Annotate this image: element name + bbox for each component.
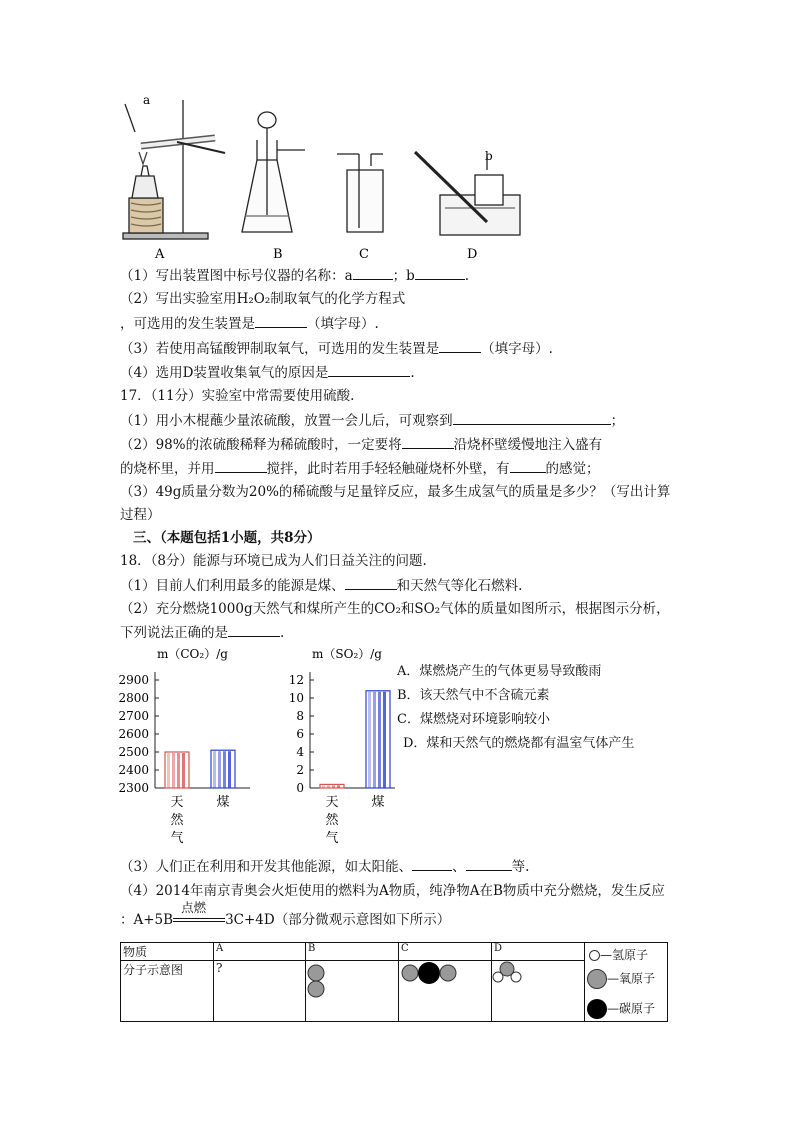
option-b: B．该天然气中不含硫元素 bbox=[397, 688, 550, 703]
y-tick-label: 0 bbox=[296, 781, 304, 795]
blank-energy[interactable] bbox=[345, 575, 397, 590]
table-row-label: 分子示意图 bbox=[121, 961, 214, 1022]
bar-shade bbox=[378, 692, 381, 788]
bar-shade bbox=[322, 785, 325, 788]
bar-shade bbox=[213, 751, 216, 788]
q17-part2b: 的烧杯里，并用 搅拌，此时若用手轻轻触碰烧杯外壁，有 的感觉； bbox=[120, 458, 600, 479]
option-d: D．煤和天然气的燃烧都有温室气体产生 bbox=[403, 736, 635, 751]
bar-shade bbox=[327, 785, 330, 788]
bar-shade bbox=[182, 753, 185, 788]
chart-title-0: m（CO₂）/g bbox=[157, 647, 228, 661]
y-tick-label: 8 bbox=[296, 709, 304, 723]
atom-legend: —氢原子 —氧原子 —碳原子 bbox=[585, 943, 668, 1022]
bar-shade bbox=[368, 692, 371, 788]
label-B: B bbox=[273, 247, 283, 262]
table-header-b: B bbox=[306, 943, 399, 961]
option-a: A．煤燃烧产生的气体更易导致酸雨 bbox=[397, 664, 602, 679]
label-D: D bbox=[467, 247, 478, 262]
q17-part3: （3）49g质量分数为20%的稀硫酸与足量锌反应，最多生成氢气的质量是多少？（写出计算 bbox=[120, 484, 671, 500]
blank-a[interactable] bbox=[353, 265, 393, 280]
option-c: C．煤燃烧对环境影响较小 bbox=[397, 712, 550, 727]
table-header-c: C bbox=[399, 943, 492, 961]
blank-correct[interactable] bbox=[228, 622, 280, 637]
blank-reason[interactable] bbox=[328, 362, 410, 377]
bar-shade bbox=[177, 753, 180, 788]
y-tick-label: 2800 bbox=[118, 691, 149, 705]
table-header-d: D bbox=[492, 943, 585, 961]
q18-part3: （3）人们正在利用和开发其他能源，如太阳能、 、 等. bbox=[120, 856, 529, 877]
blank-energy-2[interactable] bbox=[412, 856, 452, 871]
blank-feel[interactable] bbox=[510, 458, 546, 473]
bar-shade bbox=[172, 753, 175, 788]
carbon-atom-icon bbox=[587, 999, 607, 1019]
molecule-c-cell bbox=[399, 961, 492, 1022]
y-tick-label: 2600 bbox=[118, 727, 149, 741]
chart-title-1: m（SO₂）/g bbox=[312, 647, 382, 661]
molecule-table bbox=[120, 942, 668, 1022]
x-category-label: 气 bbox=[170, 831, 184, 846]
x-category-label: 天 bbox=[325, 795, 339, 810]
co2-molecule-icon bbox=[399, 961, 469, 1001]
table-header-a: A bbox=[214, 943, 306, 961]
q18-part2b: 下列说法正确的是 . bbox=[120, 622, 284, 643]
blank-energy-3[interactable] bbox=[466, 856, 512, 871]
blank-pour[interactable] bbox=[402, 434, 454, 449]
x-category-label: 天 bbox=[170, 795, 184, 810]
y-tick-label: 6 bbox=[296, 727, 304, 741]
q17-part1: （1）用小木棍蘸少量浓硫酸，放置一会儿后，可观察到 ； bbox=[120, 410, 624, 431]
q18-part1: （1）目前人们利用最多的能源是煤、 和天然气等化石燃料. bbox=[120, 575, 522, 596]
oxygen-atom-icon bbox=[587, 969, 607, 989]
blank-b[interactable] bbox=[415, 265, 465, 280]
q16-part1: （1）写出装置图中标号仪器的名称：a ；b . bbox=[120, 265, 469, 286]
y-tick-label: 2700 bbox=[118, 709, 149, 723]
y-tick-label: 12 bbox=[288, 673, 304, 687]
molecule-d-cell bbox=[492, 961, 585, 1022]
blank-observe[interactable] bbox=[453, 410, 611, 425]
co2-bar-chart bbox=[115, 640, 265, 855]
bar-shade bbox=[332, 785, 335, 788]
q17-heading: 17．（11分）实验室中常需要使用硫酸. bbox=[120, 388, 355, 404]
hydrogen-atom-icon bbox=[589, 950, 600, 961]
reaction-condition: 点燃 bbox=[181, 900, 207, 915]
x-category-label: 然 bbox=[170, 813, 184, 828]
section-3-heading: 三、（本题包括1小题，共8分） bbox=[133, 530, 321, 546]
y-tick-label: 2 bbox=[296, 763, 304, 777]
blank-device-2[interactable] bbox=[439, 338, 481, 353]
y-tick-label: 2500 bbox=[118, 745, 149, 759]
oxygen-molecule-icon bbox=[306, 961, 336, 1011]
bar-shade bbox=[373, 692, 376, 788]
y-tick-label: 2300 bbox=[118, 781, 149, 795]
label-A: A bbox=[155, 247, 165, 262]
q16-part3: （3）若使用高锰酸钾制取氧气，可选用的发生装置是 （填字母）. bbox=[120, 338, 553, 359]
label-C: C bbox=[359, 247, 369, 262]
bar-shade bbox=[167, 753, 170, 788]
y-tick-label: 2900 bbox=[118, 673, 149, 687]
x-category-label: 煤 bbox=[216, 795, 230, 810]
q18-part4: （4）2014年南京青奥会火炬使用的燃料为A物质，纯净物A在B物质中充分燃烧，发生反应 bbox=[120, 883, 665, 899]
label-b: b bbox=[485, 149, 493, 163]
q18-heading: 18．（8分）能源与环境已成为人们日益关注的问题. bbox=[120, 553, 427, 569]
q18-part2: （2）充分燃烧1000g天然气和煤所产生的CO₂和SO₂气体的质量如图所示，根据图示分析， bbox=[120, 601, 670, 617]
label-a: a bbox=[143, 93, 151, 107]
q16-part2: （2）写出实验室用H₂O₂制取氧气的化学方程式 bbox=[120, 291, 406, 307]
so2-bar-chart bbox=[270, 640, 395, 855]
bar-shade bbox=[383, 692, 386, 788]
table-header-substance: 物质 bbox=[121, 943, 214, 961]
molecule-a-cell: ? bbox=[214, 961, 306, 1022]
q17-part2: （2）98%的浓硫酸稀释为稀硫酸时，一定要将 沿烧杯壁缓慢地注入盛有 bbox=[120, 434, 602, 455]
q16-part4: （4）选用D装置收集氧气的原因是 . bbox=[120, 362, 415, 383]
blank-device-1[interactable] bbox=[255, 313, 307, 328]
q18-equation: ：A+5B 点燃 3C+4D（部分微观示意图如下所示） bbox=[120, 900, 451, 928]
molecule-b-cell bbox=[306, 961, 399, 1022]
x-category-label: 然 bbox=[325, 813, 339, 828]
apparatus-figure bbox=[115, 90, 535, 265]
q17-part3b: 过程） bbox=[120, 507, 161, 523]
bar-shade bbox=[337, 785, 340, 788]
bar-shade bbox=[228, 751, 231, 788]
x-category-label: 气 bbox=[325, 831, 339, 846]
y-tick-label: 10 bbox=[288, 691, 304, 705]
bar-shade bbox=[223, 751, 226, 788]
x-category-label: 煤 bbox=[371, 795, 385, 810]
q16-part2b: ，可选用的发生装置是 （填字母）. bbox=[120, 313, 379, 334]
y-tick-label: 2400 bbox=[118, 763, 149, 777]
y-tick-label: 4 bbox=[296, 745, 304, 759]
blank-stir[interactable] bbox=[215, 458, 267, 473]
bar-shade bbox=[218, 751, 221, 788]
water-molecule-icon bbox=[492, 961, 532, 991]
